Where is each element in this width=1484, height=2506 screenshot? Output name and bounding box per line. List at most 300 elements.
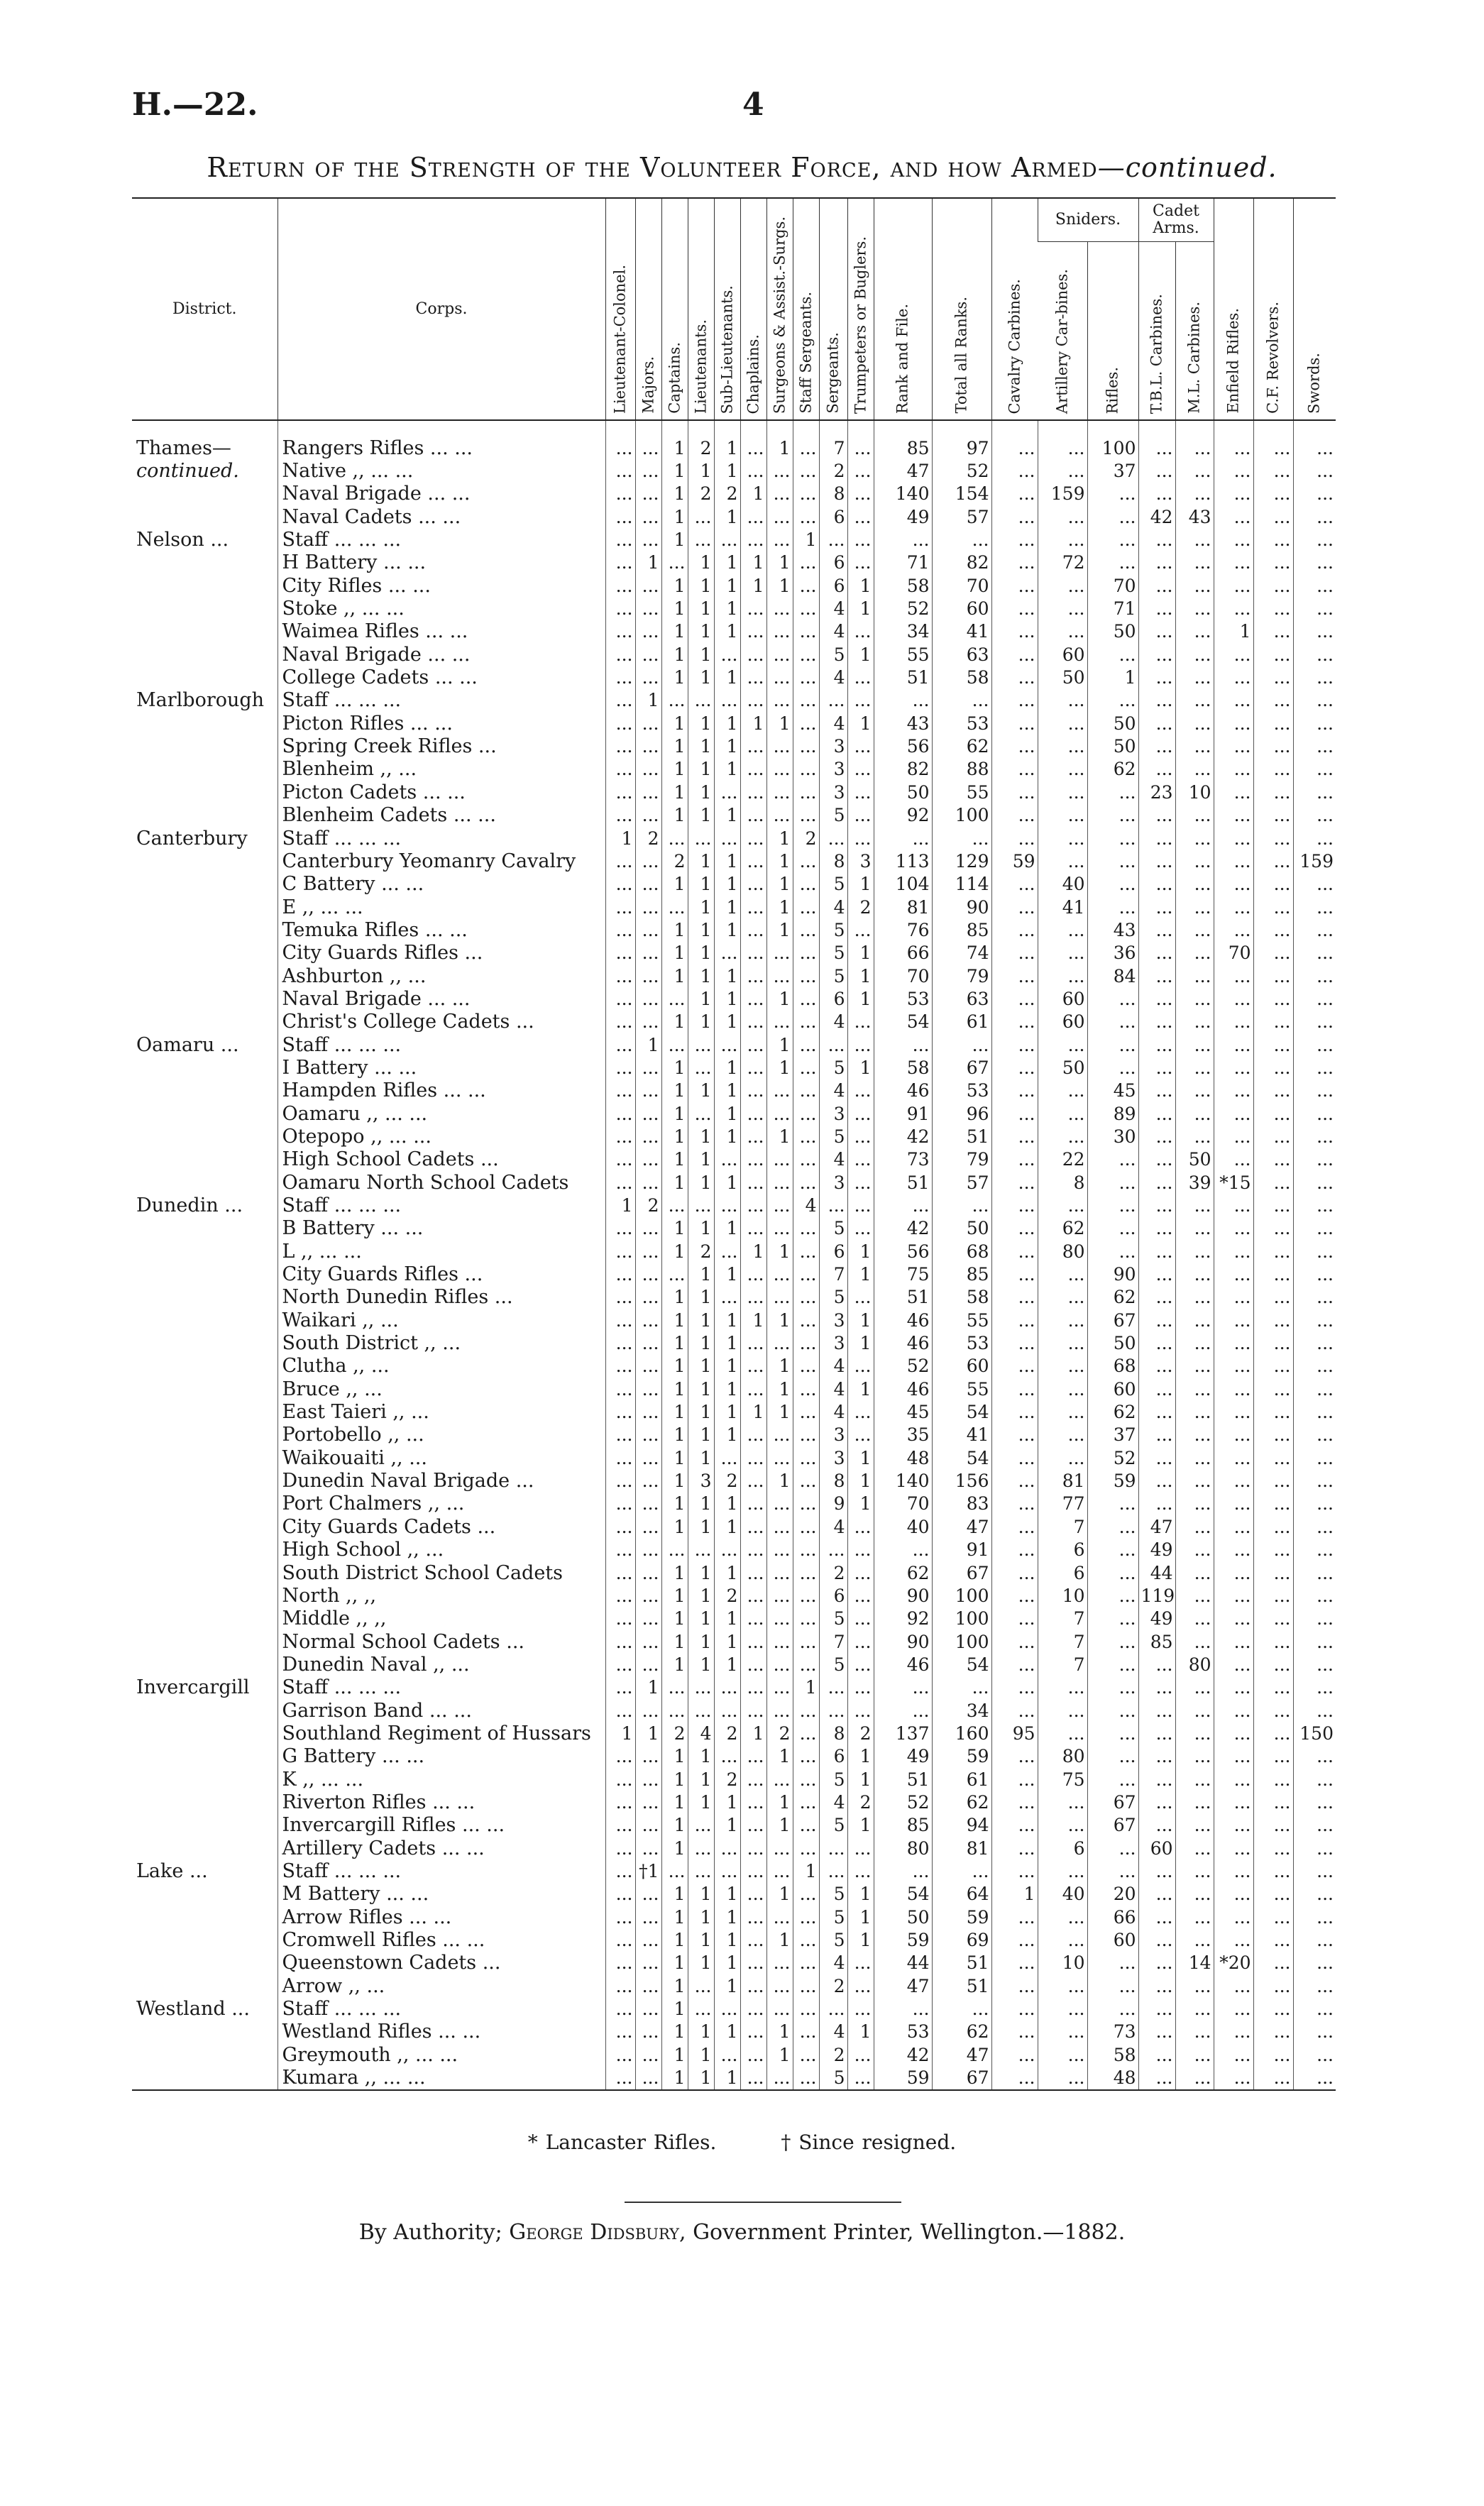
value-cell: 47	[874, 1974, 932, 1997]
value-cell: 4	[819, 620, 847, 643]
printer-name: George Didsbury,	[509, 2220, 686, 2245]
value-cell: ...	[1253, 2021, 1293, 2043]
value-cell: 1	[688, 1745, 714, 1768]
value-cell: ...	[1293, 1240, 1336, 1263]
value-cell: ...	[847, 1194, 874, 1216]
value-cell: ...	[793, 735, 819, 757]
value-cell: ...	[847, 1148, 874, 1171]
value-cell: ...	[847, 2066, 874, 2089]
value-cell: ...	[1214, 1630, 1253, 1653]
value-cell: 1	[688, 712, 714, 735]
value-cell: ...	[1253, 459, 1293, 482]
value-cell: ...	[635, 1814, 661, 1837]
value-cell: ...	[1293, 1148, 1336, 1171]
footnote-lancaster: * Lancaster Rifles.	[527, 2131, 717, 2154]
value-cell: ...	[740, 597, 766, 620]
value-cell: 5	[819, 1608, 847, 1630]
value-cell: 50	[1038, 666, 1087, 688]
value-cell: ...	[1138, 918, 1175, 941]
value-cell: ...	[1253, 1033, 1293, 1056]
value-cell: ...	[1087, 781, 1138, 803]
value-cell: ...	[793, 689, 819, 712]
value-cell: ...	[991, 1469, 1038, 1492]
value-cell: ...	[1038, 1424, 1087, 1446]
value-cell: *20	[1214, 1952, 1253, 1974]
value-cell: ...	[1253, 758, 1293, 781]
value-cell: ...	[1138, 420, 1175, 459]
value-cell: ...	[605, 574, 635, 597]
value-cell: ...	[793, 873, 819, 896]
value-cell: 40	[1038, 1883, 1087, 1906]
value-cell: ...	[1175, 1240, 1214, 1263]
value-cell: ...	[1253, 1584, 1293, 1607]
value-cell: 154	[932, 483, 991, 505]
corps-cell: Ashburton ,, ...	[277, 965, 605, 987]
value-cell: 7	[1038, 1653, 1087, 1676]
value-cell: ...	[819, 1859, 847, 1882]
value-cell: ...	[1175, 1722, 1214, 1744]
value-cell: ...	[1087, 1240, 1138, 1263]
value-cell: 3	[819, 1424, 847, 1446]
district-cell: Thames—	[136, 436, 231, 459]
table-row	[132, 1217, 1336, 1240]
value-cell: ...	[847, 528, 874, 551]
value-cell: ...	[1293, 735, 1336, 757]
value-cell: 8	[819, 850, 847, 872]
value-cell: 1	[714, 1378, 740, 1400]
value-cell: ...	[1138, 528, 1175, 551]
value-cell: ...	[991, 1102, 1038, 1125]
value-cell: ...	[847, 758, 874, 781]
value-cell: 6	[819, 1584, 847, 1607]
value-cell: ...	[1087, 1676, 1138, 1699]
value-cell: 5	[819, 918, 847, 941]
value-cell: ...	[1253, 505, 1293, 528]
value-cell: ...	[1253, 827, 1293, 850]
value-cell: ...	[688, 1194, 714, 1216]
value-cell: 7	[819, 1263, 847, 1285]
corps-cell: Riverton Rifles ... ...	[277, 1791, 605, 1813]
value-cell: ...	[1214, 420, 1253, 459]
value-cell: 71	[1087, 597, 1138, 620]
value-cell: 1	[688, 1171, 714, 1194]
value-cell: 91	[874, 1102, 932, 1125]
value-cell: ...	[1138, 1148, 1175, 1171]
value-cell: ...	[793, 2066, 819, 2089]
value-cell: ...	[605, 1814, 635, 1837]
value-cell: 4	[819, 1148, 847, 1171]
value-cell: ...	[1214, 1974, 1253, 1997]
value-cell: ...	[1175, 689, 1214, 712]
value-cell: 100	[932, 1584, 991, 1607]
value-cell: ...	[1214, 1745, 1253, 1768]
value-cell: 5	[819, 1286, 847, 1309]
value-cell: ...	[605, 1148, 635, 1171]
value-cell: ...	[1175, 459, 1214, 482]
value-cell: 58	[932, 666, 991, 688]
value-cell: ...	[635, 483, 661, 505]
rank-header: Majors.	[635, 198, 661, 420]
value-cell: 1	[688, 1446, 714, 1469]
value-cell: 1	[661, 1814, 688, 1837]
value-cell: ...	[605, 987, 635, 1010]
value-cell: ...	[1253, 1148, 1293, 1171]
value-cell: 1	[688, 1355, 714, 1378]
value-cell: ...	[635, 1608, 661, 1630]
value-cell: ...	[1175, 1217, 1214, 1240]
value-cell: ...	[793, 1997, 819, 2020]
value-cell: 1	[847, 597, 874, 620]
table-row	[132, 965, 1336, 987]
value-cell: ...	[1175, 1699, 1214, 1722]
value-cell: ...	[1138, 1814, 1175, 1837]
value-cell: ...	[1214, 1608, 1253, 1630]
value-cell: ...	[1038, 1699, 1087, 1722]
value-cell: ...	[793, 483, 819, 505]
value-cell: 42	[874, 1125, 932, 1148]
value-cell: ...	[740, 528, 766, 551]
value-cell: 59	[991, 850, 1038, 872]
value-cell: 2	[714, 1722, 740, 1744]
value-cell: ...	[1293, 918, 1336, 941]
value-cell: ...	[1038, 918, 1087, 941]
value-cell: ...	[1138, 827, 1175, 850]
value-cell: ...	[605, 1446, 635, 1469]
value-cell: ...	[1138, 965, 1175, 987]
value-cell: ...	[1214, 1768, 1253, 1791]
value-cell: ...	[1293, 483, 1336, 505]
value-cell: ...	[793, 942, 819, 965]
value-cell: ...	[1253, 1011, 1293, 1033]
value-cell: ...	[1087, 1997, 1138, 2020]
value-cell: 60	[932, 597, 991, 620]
value-cell: ...	[932, 1859, 991, 1882]
value-cell: 59	[874, 2066, 932, 2089]
district-cell	[132, 1630, 277, 1653]
table-row	[132, 1493, 1336, 1515]
value-cell: 62	[1087, 1400, 1138, 1423]
value-cell: 1	[688, 1148, 714, 1171]
value-cell: ...	[635, 1515, 661, 1538]
value-cell: 1	[688, 918, 714, 941]
value-cell: ...	[1175, 873, 1214, 896]
value-cell: ...	[1293, 1355, 1336, 1378]
value-cell: ...	[991, 1148, 1038, 1171]
value-cell: ...	[1293, 1079, 1336, 1102]
value-cell: 55	[932, 1309, 991, 1331]
table-row	[132, 1952, 1336, 1974]
value-cell: ...	[635, 896, 661, 918]
district-cell	[132, 1952, 277, 1974]
value-cell: ...	[1038, 942, 1087, 965]
value-cell: ...	[991, 1011, 1038, 1033]
value-cell: 1	[847, 712, 874, 735]
value-cell: ...	[605, 1791, 635, 1813]
value-cell: 41	[932, 1424, 991, 1446]
value-cell: ...	[605, 1539, 635, 1561]
table-row	[132, 1584, 1336, 1607]
value-cell: ...	[1138, 1286, 1175, 1309]
value-cell: ...	[1175, 1791, 1214, 1813]
value-cell: ...	[1293, 620, 1336, 643]
value-cell: ...	[1293, 574, 1336, 597]
value-cell: ...	[605, 1056, 635, 1079]
value-cell: ...	[1293, 758, 1336, 781]
value-cell: 1	[847, 1331, 874, 1354]
value-cell: ...	[635, 1102, 661, 1125]
value-cell: 1	[661, 666, 688, 688]
value-cell: ...	[847, 918, 874, 941]
value-cell: ...	[847, 827, 874, 850]
rank-header: Sergeants.	[819, 198, 847, 420]
table-row	[132, 1837, 1336, 1859]
value-cell: 92	[874, 804, 932, 827]
value-cell: ...	[1253, 781, 1293, 803]
value-cell: ...	[1038, 1194, 1087, 1216]
value-cell: ...	[1087, 1056, 1138, 1079]
value-cell: ...	[635, 1400, 661, 1423]
value-cell: 1	[740, 712, 766, 735]
table-row	[132, 712, 1336, 735]
value-cell: ...	[819, 1699, 847, 1722]
value-cell: ...	[635, 987, 661, 1010]
district-cell	[132, 1493, 277, 1515]
district-header: District.	[132, 198, 277, 420]
value-cell: 51	[874, 1768, 932, 1791]
value-cell: ...	[991, 1584, 1038, 1607]
value-cell: 46	[874, 1331, 932, 1354]
value-cell: 1	[661, 1791, 688, 1813]
value-cell: ...	[1038, 1309, 1087, 1331]
value-cell: ...	[793, 551, 819, 574]
table-row	[132, 1424, 1336, 1446]
value-cell: 1	[688, 2021, 714, 2043]
value-cell: ...	[1175, 483, 1214, 505]
value-cell: ...	[1214, 1653, 1253, 1676]
value-cell: ...	[793, 1378, 819, 1400]
district-cell: Nelson ...	[136, 529, 229, 551]
value-cell: 150	[1293, 1722, 1336, 1744]
value-cell: ...	[847, 551, 874, 574]
value-cell: ...	[1293, 1745, 1336, 1768]
value-cell: 1	[688, 666, 714, 688]
value-cell: 1	[661, 1653, 688, 1676]
table-row	[132, 483, 1336, 505]
value-cell: ...	[766, 1263, 793, 1285]
value-cell: 1	[714, 459, 740, 482]
district-cell	[132, 1745, 277, 1768]
value-cell: ...	[766, 1676, 793, 1699]
value-cell: 1	[1214, 620, 1253, 643]
value-cell: 1	[714, 2066, 740, 2089]
value-cell: ...	[1087, 1952, 1138, 1974]
value-cell: 5	[819, 942, 847, 965]
value-cell: ...	[635, 2043, 661, 2066]
value-cell: ...	[714, 1837, 740, 1859]
value-cell: ...	[740, 987, 766, 1010]
corps-cell: Clutha ,, ...	[277, 1355, 605, 1378]
value-cell: ...	[932, 689, 991, 712]
table-row	[132, 1171, 1336, 1194]
value-cell: 1	[1087, 666, 1138, 688]
value-cell: ...	[1175, 1745, 1214, 1768]
value-cell: ...	[1214, 666, 1253, 688]
value-cell: ...	[714, 528, 740, 551]
value-cell: ...	[1175, 1630, 1214, 1653]
value-cell: 56	[874, 1240, 932, 1263]
value-cell: ...	[991, 1515, 1038, 1538]
value-cell: ...	[1138, 2066, 1175, 2089]
value-cell: ...	[991, 505, 1038, 528]
value-cell: ...	[1253, 1469, 1293, 1492]
value-cell: ...	[635, 1539, 661, 1561]
value-cell: ...	[991, 666, 1038, 688]
value-cell: ...	[714, 1194, 740, 1216]
value-cell: ...	[1214, 643, 1253, 666]
value-cell: 53	[874, 2021, 932, 2043]
table-row	[132, 666, 1336, 688]
value-cell: 5	[819, 1814, 847, 1837]
value-cell: ...	[1038, 528, 1087, 551]
value-cell: 1	[661, 1011, 688, 1033]
value-cell: ...	[766, 1286, 793, 1309]
value-cell: 1	[714, 1952, 740, 1974]
value-cell: ...	[1293, 1171, 1336, 1194]
value-cell: 1	[661, 1400, 688, 1423]
value-cell: 1	[661, 1102, 688, 1125]
value-cell: ...	[1253, 666, 1293, 688]
value-cell: ...	[1038, 1125, 1087, 1148]
value-cell: ...	[766, 1217, 793, 1240]
value-cell: 2	[819, 1974, 847, 1997]
value-cell: ...	[793, 1745, 819, 1768]
table-row	[132, 1906, 1336, 1928]
value-cell: ...	[991, 2066, 1038, 2089]
value-cell: ...	[1087, 1974, 1138, 1997]
value-cell: 50	[1087, 712, 1138, 735]
value-cell: 1	[714, 1263, 740, 1285]
value-cell: ...	[1175, 804, 1214, 827]
district-cell	[132, 1814, 277, 1837]
value-cell: ...	[1038, 574, 1087, 597]
value-cell: 7	[819, 1630, 847, 1653]
table-row	[132, 1102, 1336, 1125]
value-cell: ...	[847, 2043, 874, 2066]
table-row	[132, 551, 1336, 574]
value-cell: 67	[1087, 1791, 1138, 1813]
value-cell: 1	[661, 420, 688, 459]
value-cell: ...	[1214, 1378, 1253, 1400]
value-cell: 1	[688, 1952, 714, 1974]
value-cell: ...	[874, 528, 932, 551]
value-cell: 69	[932, 1928, 991, 1951]
value-cell: ...	[991, 1608, 1038, 1630]
value-cell: 1	[714, 1515, 740, 1538]
table-row	[132, 1630, 1336, 1653]
district-cell	[132, 597, 277, 620]
value-cell: ...	[991, 620, 1038, 643]
corps-cell: Bruce ,, ...	[277, 1378, 605, 1400]
value-cell: †1	[635, 1859, 661, 1882]
corps-cell: City Guards Cadets ...	[277, 1515, 605, 1538]
value-cell: ...	[635, 666, 661, 688]
arms-header: T.B.L. Carbines.	[1138, 242, 1175, 421]
district-cell	[132, 1791, 277, 1813]
value-cell: ...	[605, 505, 635, 528]
value-cell: 1	[661, 1355, 688, 1378]
value-cell: ...	[1087, 850, 1138, 872]
value-cell: 1	[688, 1079, 714, 1102]
district-cell	[132, 781, 277, 803]
value-cell: ...	[932, 1676, 991, 1699]
value-cell: 1	[661, 965, 688, 987]
value-cell: 63	[932, 987, 991, 1010]
value-cell: 70	[1087, 574, 1138, 597]
value-cell: ...	[991, 1859, 1038, 1882]
value-cell: 50	[932, 1217, 991, 1240]
value-cell: 1	[661, 735, 688, 757]
value-cell: 8	[819, 1469, 847, 1492]
value-cell: ...	[1293, 1906, 1336, 1928]
value-cell: ...	[1138, 1171, 1175, 1194]
value-cell: 2	[847, 896, 874, 918]
value-cell: ...	[1214, 1859, 1253, 1882]
value-cell: 1	[688, 1928, 714, 1951]
value-cell: ...	[1253, 1859, 1293, 1882]
corps-cell: H Battery ... ...	[277, 551, 605, 574]
value-cell: ...	[605, 1928, 635, 1951]
value-cell: ...	[1293, 1446, 1336, 1469]
footnote-resigned: † Since resigned.	[781, 2131, 957, 2154]
value-cell: ...	[1087, 528, 1138, 551]
value-cell: ...	[1293, 1814, 1336, 1837]
value-cell: ...	[714, 1997, 740, 2020]
value-cell: 1	[661, 1928, 688, 1951]
value-cell: ...	[1038, 597, 1087, 620]
value-cell: 59	[932, 1745, 991, 1768]
value-cell: ...	[1253, 1217, 1293, 1240]
value-cell: 8	[1038, 1171, 1087, 1194]
value-cell: 1	[714, 2021, 740, 2043]
district-cell	[132, 1217, 277, 1240]
value-cell: ...	[847, 1676, 874, 1699]
value-cell: 46	[874, 1309, 932, 1331]
value-cell: ...	[766, 735, 793, 757]
value-cell: ...	[766, 1630, 793, 1653]
value-cell: ...	[1138, 1768, 1175, 1791]
value-cell: 3	[819, 1446, 847, 1469]
value-cell: 1	[688, 1125, 714, 1148]
value-cell: 1	[847, 942, 874, 965]
value-cell: 2	[766, 1722, 793, 1744]
value-cell: 3	[819, 735, 847, 757]
value-cell: ...	[991, 1676, 1038, 1699]
value-cell: 1	[847, 1240, 874, 1263]
value-cell: 39	[1175, 1171, 1214, 1194]
value-cell: 1	[688, 1378, 714, 1400]
value-cell: ...	[793, 597, 819, 620]
value-cell: ...	[714, 2043, 740, 2066]
value-cell: 1	[661, 1286, 688, 1309]
district-cell	[132, 505, 277, 528]
value-cell: ...	[605, 1653, 635, 1676]
value-cell: ...	[1138, 1997, 1175, 2020]
value-cell: ...	[635, 1011, 661, 1033]
value-cell: ...	[1138, 1217, 1175, 1240]
value-cell: ...	[1253, 942, 1293, 965]
value-cell: ...	[766, 965, 793, 987]
table-row	[132, 528, 1336, 551]
